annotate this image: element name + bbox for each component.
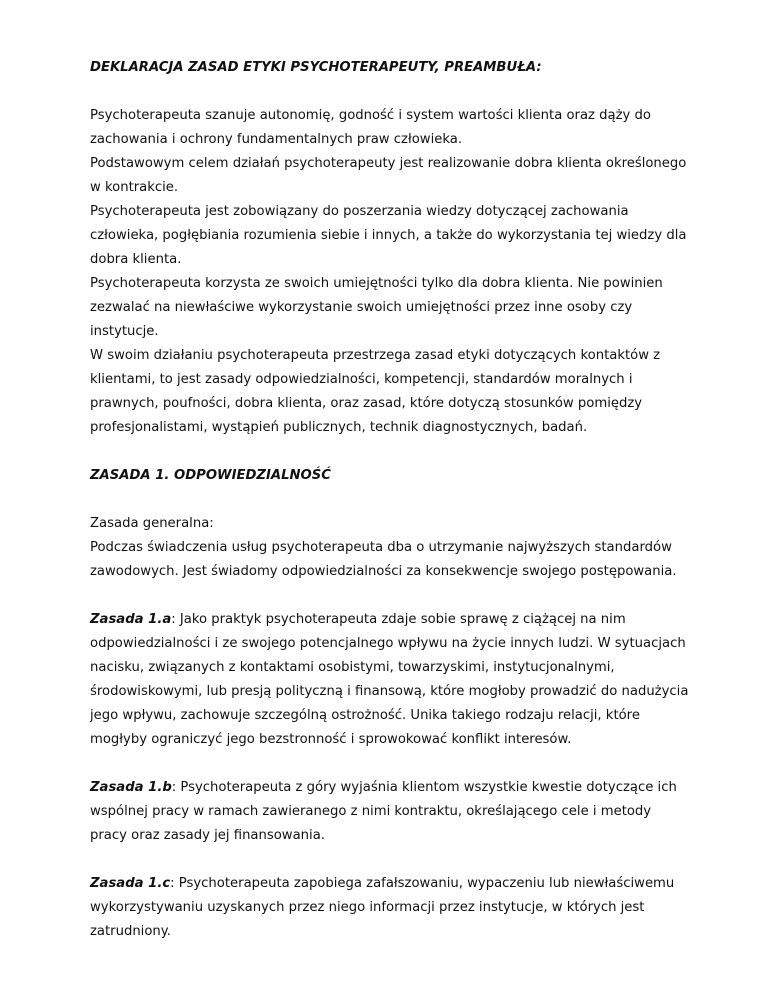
- document-title: DEKLARACJA ZASAD ETYKI PSYCHOTERAPEUTY, PREAMBUŁA:: [90, 60, 542, 75]
- preamble-paragraph: Podstawowym celem działań psychoterapeuty jest realizowanie dobra klienta określonego w kontrakcie.: [90, 156, 687, 195]
- rule-paragraph: [90, 872, 690, 944]
- rule-paragraph: [90, 608, 690, 752]
- rule-paragraph: [90, 776, 690, 848]
- rule-text: : Jako praktyk psychoterapeuta zdaje sobie sprawę z ciążącej na nim odpowiedzialności i ze swojego potencjalnego wpływu na życie innych ludzi. W sytuacjach nacisku, związanych z kontaktami osobistymi, towarzyskimi, instytucjonalnymi, środowiskowymi, lub presją polityczną i finansową, które mogłoby prowadzić do nadużycia jego wpływu, zachowuje szczególną ostrożność. Unika takiego rodzaju relacji, które mogłyby ograniczyć jego bezstronność i sprowokować konflikt interesów.: [90, 612, 689, 747]
- rule-label: Zasada 1.c: [90, 876, 171, 891]
- preamble: [90, 104, 690, 440]
- general-rule: [90, 512, 690, 584]
- preamble-paragraph: W swoim działaniu psychoterapeuta przestrzega zasad etyki dotyczących kontaktów z klientami, to jest zasady odpowiedzialności, kompetencji, standardów moralnych i prawnych, poufności, dobra klienta, oraz zasad, które dotyczą stosunków pomiędzy profesjonalistami, wystąpień publicznych, technik diagnostycznych, badań.: [90, 348, 661, 435]
- preamble-paragraph: Psychoterapeuta szanuje autonomię, godność i system wartości klienta oraz dąży do zachowania i ochrony fundamentalnych praw człowieka.: [90, 108, 651, 147]
- rule-label: Zasada 1.b: [90, 780, 172, 795]
- preamble-paragraph: Psychoterapeuta korzysta ze swoich umiejętności tylko dla dobra klienta. Nie powinien zezwalać na niewłaściwe wykorzystanie swoich umiejętności przez inne osoby czy instytucje.: [90, 276, 663, 339]
- preamble-paragraph: Psychoterapeuta jest zobowiązany do poszerzania wiedzy dotyczącej zachowania człowieka, pogłębiania rozumienia siebie i innych, a także do wykorzystania tej wiedzy dla dobra klienta.: [90, 204, 687, 267]
- general-rule-text: Podczas świadczenia usług psychoterapeuta dba o utrzymanie najwyższych standardów zawodowych. Jest świadomy odpowiedzialności za konsekwencje swojego postępowania.: [90, 540, 677, 579]
- document-page: [90, 56, 690, 968]
- section-heading: ZASADA 1. ODPOWIEDZIALNOŚĆ: [90, 468, 331, 483]
- rule-text: : Psychoterapeuta z góry wyjaśnia klientom wszystkie kwestie dotyczące ich wspólnej pracy w ramach zawieranego z nimi kontraktu, określającego cele i metody pracy oraz zasady jej finansowania.: [90, 780, 677, 843]
- rule-text: : Psychoterapeuta zapobiega zafałszowaniu, wypaczeniu lub niewłaściwemu wykorzystywaniu uzyskanych przez niego informacji przez instytucje, w których jest zatrudniony.: [90, 876, 675, 939]
- rule-label: Zasada 1.a: [90, 612, 172, 627]
- general-rule-label: Zasada generalna:: [90, 516, 214, 531]
